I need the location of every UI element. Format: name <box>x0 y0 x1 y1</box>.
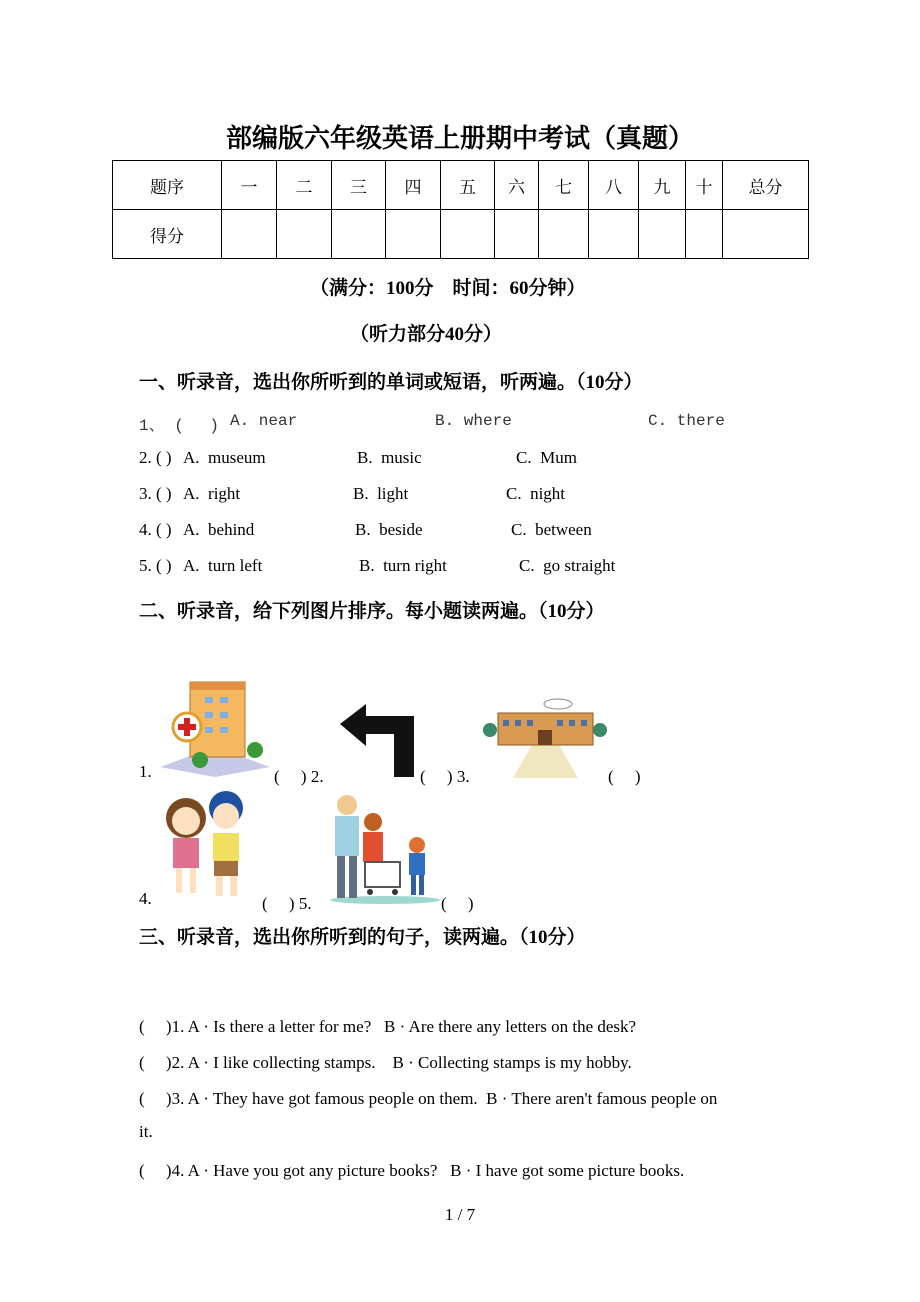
listening-label: （听力部分40分） <box>350 324 503 345</box>
picture-label-2: ( ) 2. <box>274 767 324 786</box>
q3-num: 3. ( ) <box>139 484 172 503</box>
section3-heading: 三、听录音，选出你所听到的句子，读两遍。（10分） <box>139 927 586 948</box>
table-cell: 七 <box>539 161 589 210</box>
q2-option-b: B. music <box>357 448 422 467</box>
sentence-item-3-cont: it. <box>139 1122 153 1141</box>
table-cell: 六 <box>495 161 539 210</box>
section1-heading: 一、听录音，选出你所听到的单词或短语，听两遍。（10分） <box>139 372 643 393</box>
q4-num: 4. ( ) <box>139 520 172 539</box>
table-header-row <box>113 161 809 210</box>
sentence-item-3: ( )3. A · They have got famous people on them. B · There aren't famous people on <box>139 1089 718 1108</box>
q4-option-b: B. beside <box>355 520 423 539</box>
section2-heading: 二、听录音，给下列图片排序。每小题读两遍。（10分） <box>139 601 605 622</box>
q2-option-a: A. museum <box>183 448 266 467</box>
picture-label-5-answer: ( ) <box>441 894 474 913</box>
picture-label-5: ( ) 5. <box>262 894 312 913</box>
table-cell: 二 <box>277 161 332 210</box>
table-cell: 四 <box>386 161 441 210</box>
q5-option-c: C. go straight <box>519 556 616 575</box>
q1-option-b: B. where <box>435 412 512 430</box>
exam-info: （满分：100分 时间：60分钟） <box>310 278 586 299</box>
score-cell[interactable] <box>686 210 723 259</box>
sentence-item-1: ( )1. A · Is there a letter for me? B · Are there any letters on the desk? <box>139 1017 637 1036</box>
picture-label-3-answer: ( ) <box>608 767 641 786</box>
children-walking-image <box>158 788 258 903</box>
page-number: 1 / 7 <box>444 1205 476 1224</box>
score-cell[interactable] <box>386 210 441 259</box>
page-title: 部编版六年级英语上册期中考试（真题） <box>225 124 694 153</box>
score-cell[interactable] <box>639 210 686 259</box>
q2-option-c: C. Mum <box>516 448 577 467</box>
score-cell[interactable] <box>332 210 386 259</box>
sentence-item-2: ( )2. A · I like collecting stamps. B · Collecting stamps is my hobby. <box>139 1053 632 1072</box>
table-cell: 一 <box>222 161 277 210</box>
q4-option-a: A. behind <box>183 520 255 539</box>
picture-label-3: ( ) 3. <box>420 767 470 786</box>
family-shopping-image <box>325 790 440 905</box>
table-cell: 五 <box>441 161 495 210</box>
hospital-image <box>155 672 270 777</box>
q5-option-b: B. turn right <box>359 556 447 575</box>
q3-option-a: A. right <box>183 484 241 503</box>
score-cell[interactable] <box>589 210 639 259</box>
q5-option-a: A. turn left <box>183 556 263 575</box>
table-cell: 九 <box>639 161 686 210</box>
score-cell[interactable] <box>222 210 277 259</box>
score-cell[interactable] <box>441 210 495 259</box>
score-cell[interactable] <box>277 210 332 259</box>
table-cell: 得分 <box>113 210 222 259</box>
table-cell: 题序 <box>113 161 222 210</box>
picture-label-4: 4. <box>139 889 152 908</box>
q3-option-c: C. night <box>506 484 566 503</box>
q5-num: 5. ( ) <box>139 556 172 575</box>
score-cell[interactable] <box>539 210 589 259</box>
q2-num: 2. ( ) <box>139 448 172 467</box>
table-score-row <box>113 210 809 259</box>
school-image <box>483 698 608 778</box>
score-table <box>112 160 809 259</box>
score-cell[interactable] <box>723 210 809 259</box>
q3-option-b: B. light <box>353 484 409 503</box>
q1-num: 1、 ( ) <box>139 417 220 435</box>
q1-option-c: C. there <box>648 412 725 430</box>
turn-left-arrow-image <box>338 702 418 777</box>
table-cell: 三 <box>332 161 386 210</box>
table-cell: 十 <box>686 161 723 210</box>
q1-option-a: A. near <box>230 412 298 430</box>
table-cell: 总分 <box>723 161 809 210</box>
sentence-item-4: ( )4. A · Have you got any picture books? B · I have got some picture books. <box>139 1161 685 1180</box>
score-cell[interactable] <box>495 210 539 259</box>
picture-label-1: 1. <box>139 762 152 781</box>
q4-option-c: C. between <box>511 520 592 539</box>
table-cell: 八 <box>589 161 639 210</box>
